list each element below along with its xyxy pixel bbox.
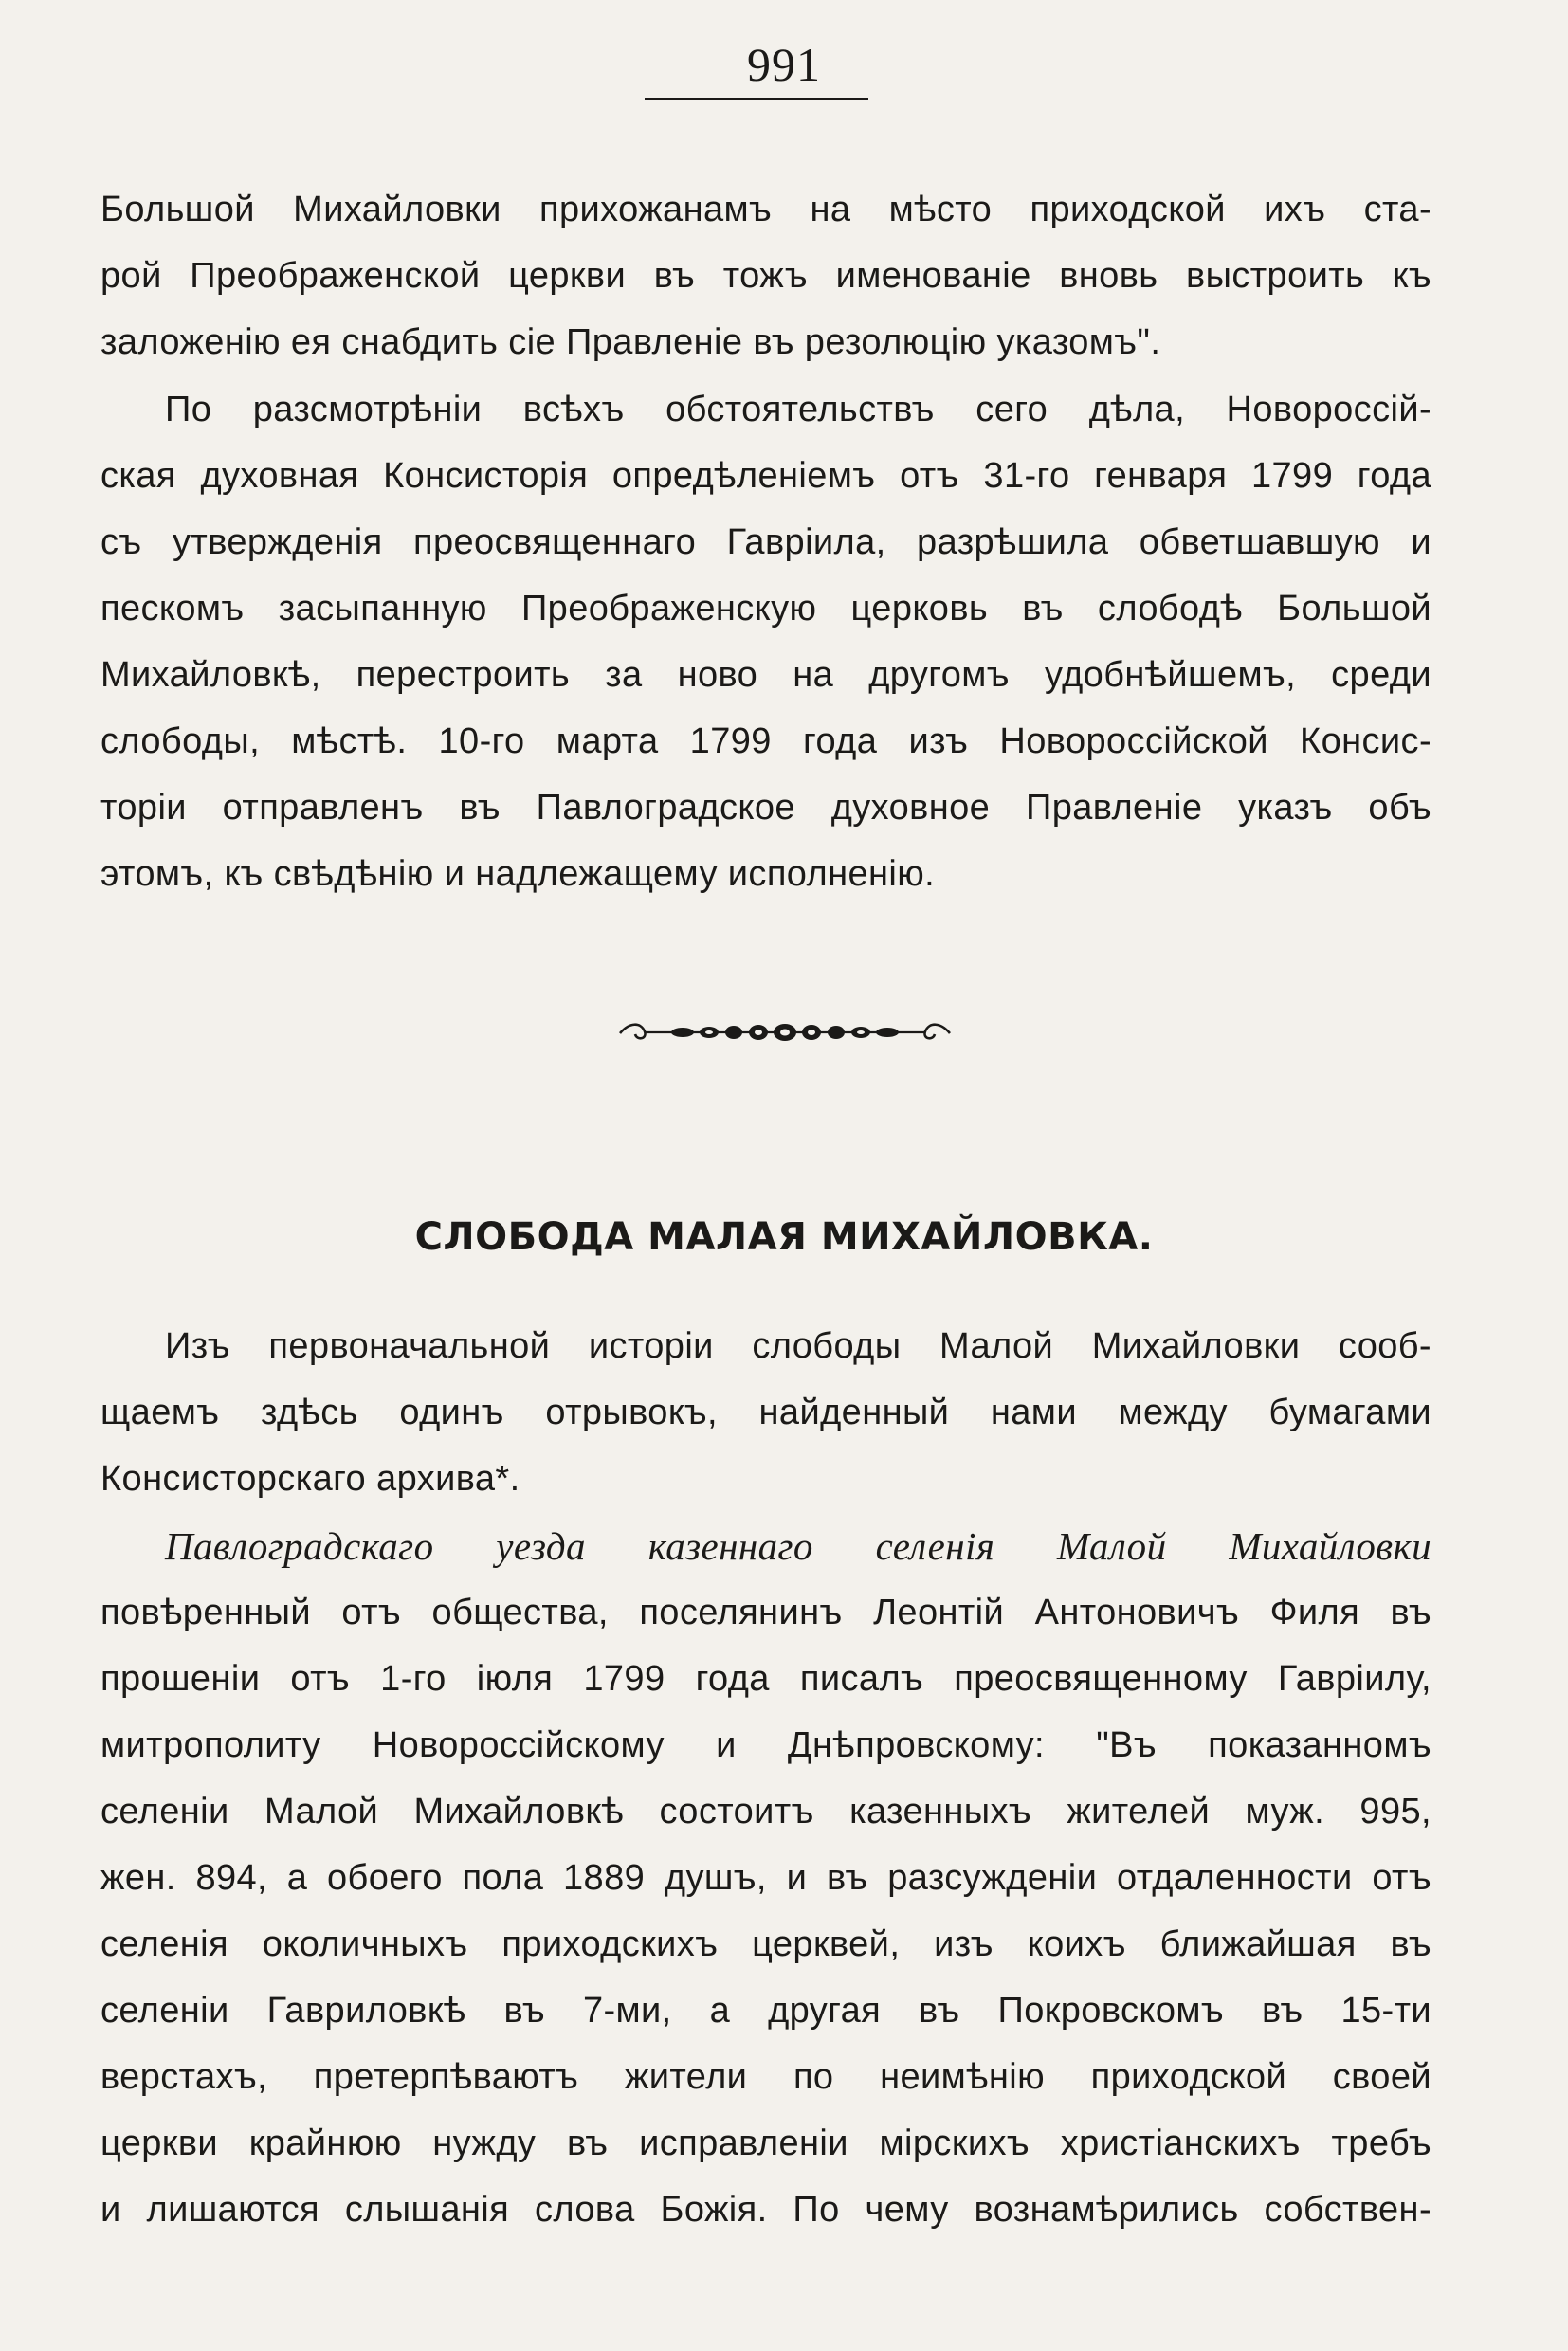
text-line: церкви крайнюю нужду въ исправленіи мірскихъ христіанскихъ требъ [100,2123,1431,2163]
page-header [0,34,1568,95]
decorative-ornament-icon [616,1016,954,1047]
paragraph-resolution [100,376,1431,907]
text-line: селеніи Гавриловкѣ въ 7-ми, а другая въ Покровскомъ въ 15-ти [100,1991,1431,2031]
text-line: Большой Михайловки прихожанамъ на мѣсто приходской ихъ ста- [100,190,1431,229]
page-number: 991 [747,38,821,91]
text-line: Консисторскаго архива*. [100,1459,520,1499]
text-line: съ утвержденія преосвященнаго Гавріила, разрѣшила обветшавшую и [100,522,1431,562]
text-line: ская духовная Консисторія опредѣленіемъ отъ 31-го генваря 1799 года [100,456,1431,496]
text-line: заложенію ея снабдить сіе Правленіе въ резолюцію указомъ". [100,322,1161,362]
text-line: жен. 894, а обоего пола 1889 душъ, и въ разсужденіи отдаленности отъ [100,1858,1431,1898]
text-line: Изъ первоначальной исторіи слободы Малой Михайловки сооб- [165,1326,1431,1366]
text-line: митрополиту Новороссійскому и Днѣпровскому: "Въ показанномъ [100,1725,1431,1765]
section-heading [0,1209,1568,1266]
italic-text-line: Павлоградскаго уезда казеннаго селенія Малой Михайловки [165,1524,1431,1568]
page-number-rule [645,98,868,100]
text-line: Михайловкѣ, перестроить за ново на другомъ удобнѣйшемъ, среди [100,655,1431,695]
text-line: прошеніи отъ 1-го іюля 1799 года писалъ преосвященному Гавріилу, [100,1659,1431,1699]
text-line: повѣренный отъ общества, поселянинъ Леонтій Антоновичъ Филя въ [100,1593,1431,1632]
paragraph-continuation [100,176,1431,375]
text-line: верстахъ, претерпѣваютъ жители по неимѣнію приходской своей [100,2057,1431,2097]
text-line: этомъ, къ свѣдѣнію и надлежащему исполненію. [100,854,936,894]
text-line: и лишаются слышанія слова Божія. По чему вознамѣрились собствен- [100,2190,1431,2230]
text-line: слободы, мѣстѣ. 10-го марта 1799 года изъ Новороссійской Конcис- [100,721,1431,761]
text-line: По разсмотрѣніи всѣхъ обстоятельствъ сего дѣла, Новороссій- [165,390,1431,429]
paragraph-petition [100,1513,1431,2243]
text-line: торіи отправленъ въ Павлоградское духовное Правленіе указъ объ [100,788,1431,828]
paragraph-intro [100,1313,1431,1512]
text-line: рой Преображенской церкви въ тожъ именованіе вновь выстроить къ [100,256,1431,296]
text-line: селеніи Малой Михайловкѣ состоитъ казенныхъ жителей муж. 995, [100,1792,1431,1832]
text-line: пескомъ засыпанную Преображенскую церковь въ слободѣ Большой [100,589,1431,629]
text-line: селенія околичныхъ приходскихъ церквей, изъ коихъ ближайшая въ [100,1924,1431,1964]
text-line: щаемъ здѣсь одинъ отрывокъ, найденный нами между бумагами [100,1393,1431,1432]
section-title: СЛОБОДА МАЛАЯ МИХАЙЛОВКА. [414,1215,1154,1259]
